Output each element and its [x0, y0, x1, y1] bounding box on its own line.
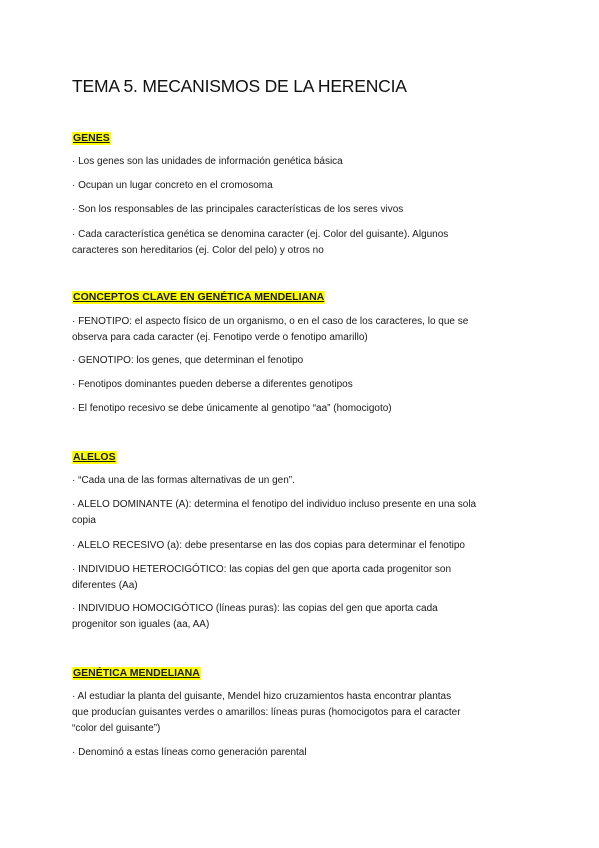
text-line: · INDIVIDUO HETEROCIGÓTICO: las copias del gen que aporta cada progenitor son — [72, 564, 452, 575]
list-item — [72, 601, 530, 633]
text-line: · Denominó a estas líneas como generación parental — [72, 747, 307, 758]
list-item — [72, 745, 530, 761]
text-line: diferentes (Aa) — [72, 580, 138, 591]
text-line: · Son los responsables de las principales características de los seres vivos — [72, 204, 404, 215]
section-heading-genetica-mendeliana: GENÉTICA MENDELIANA — [73, 667, 200, 679]
list-item — [72, 473, 530, 489]
text-line: · Fenotipos dominantes pueden deberse a diferentes genotipos — [72, 379, 353, 390]
text-line: · GENOTIPO: los genes, que determinan el fenotipo — [72, 355, 304, 366]
text-line: · Ocupan un lugar concreto en el cromosoma — [72, 180, 273, 191]
text-line: · El fenotipo recesivo se debe únicamente al genotipo “aa” (homocigoto) — [72, 403, 392, 414]
list-item — [72, 689, 530, 737]
text-line: · ALELO DOMINANTE (A): determina el fenotipo del individuo incluso presente en una sola — [72, 499, 477, 510]
section-heading-conceptos-clave: CONCEPTOS CLAVE EN GENÉTICA MENDELIANA — [73, 291, 325, 303]
text-line: · “Cada una de las formas alternativas de un gen”. — [72, 475, 295, 486]
text-line: caracteres son hereditarios (ej. Color del pelo) y otros no — [72, 245, 324, 256]
list-item — [72, 202, 530, 218]
text-line: · ALELO RECESIVO (a): debe presentarse en las dos copias para determinar el fenotipo — [72, 540, 465, 551]
text-line: · Al estudiar la planta del guisante, Mendel hizo cruzamientos hasta encontrar plantas — [72, 691, 452, 702]
list-item — [72, 154, 530, 170]
list-item — [72, 497, 530, 529]
list-item — [72, 377, 530, 393]
text-line: “color del guisante”) — [72, 723, 161, 734]
list-item — [72, 353, 530, 369]
text-line: · Cada característica genética se denomina caracter (ej. Color del guisante). Algunos — [72, 229, 449, 240]
section-heading-alelos: ALELOS — [73, 451, 116, 463]
text-line: · INDIVIDUO HOMOCIGÓTICO (líneas puras): las copias del gen que aporta cada — [72, 603, 438, 614]
list-item — [72, 178, 530, 194]
list-item — [72, 562, 530, 594]
list-item — [72, 227, 530, 259]
text-line: · FENOTIPO: el aspecto físico de un organismo, o en el caso de los caracteres, lo que se — [72, 316, 469, 327]
list-item — [72, 401, 530, 417]
text-line: observa para cada caracter (ej. Fenotipo verde o fenotipo amarillo) — [72, 332, 368, 343]
list-item — [72, 314, 530, 346]
list-item — [72, 538, 530, 554]
page-title: TEMA 5. MECANISMOS DE LA HERENCIA — [72, 76, 407, 96]
section-heading-genes: GENES — [73, 132, 110, 144]
text-line: copia — [72, 515, 96, 526]
text-line: · Los genes son las unidades de información genética básica — [72, 156, 343, 167]
text-line: progenitor son iguales (aa, AA) — [72, 619, 210, 630]
text-line: que producían guisantes verdes o amarillos: líneas puras (homocigotos para el caracter — [72, 707, 461, 718]
